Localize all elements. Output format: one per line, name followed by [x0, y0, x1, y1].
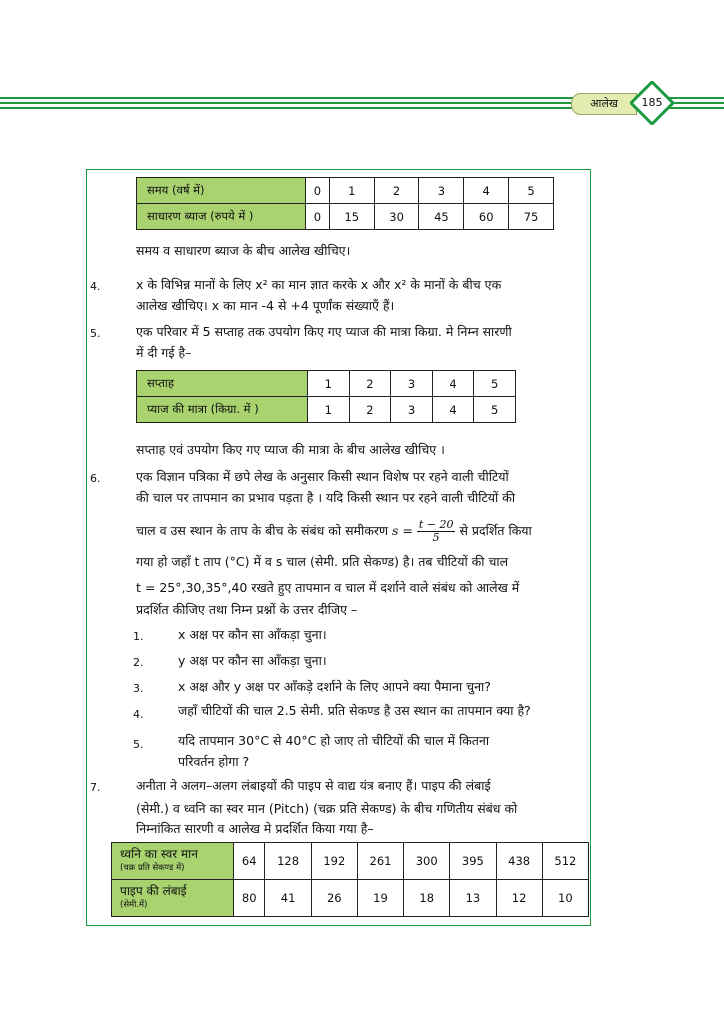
- table-cell: 4: [432, 371, 474, 397]
- row-label: [112, 880, 234, 917]
- table-cell: 26: [311, 880, 357, 917]
- q3-instruction: समय व साधारण ब्याज के बीच आलेख खीचिए।: [136, 243, 351, 258]
- question-number: 4.: [90, 280, 101, 293]
- table-cell: 2: [349, 397, 391, 423]
- sub-question-cont: परिवर्तन होगा ?: [178, 754, 250, 769]
- q4-line1: x के विभिन्न मानों के लिए x² का मान ज्ञात करके x और x² के मानों के बीच एक: [136, 277, 502, 292]
- q6-line1: एक विज्ञान पत्रिका में छपे लेख के अनुसार किसी स्थान विशेष पर रहने वाली चीटियों: [136, 469, 509, 484]
- row-label-main: पाइप की लंबाई: [120, 884, 187, 898]
- table-cell: 4: [432, 397, 474, 423]
- sub-question: x अक्ष पर कौन सा आँकड़ा चुना।: [178, 627, 327, 642]
- table-cell: 1: [329, 178, 374, 204]
- sub-question: यदि तापमान 30°C से 40°C हो जाए तो चीटियों की चाल में कितना: [178, 733, 490, 748]
- table-cell: 192: [311, 843, 357, 880]
- onion-table: [136, 370, 516, 423]
- row-label: साधारण ब्याज (रुपये में ): [137, 204, 306, 230]
- table-row: [137, 178, 554, 204]
- chapter-tab: आलेख: [571, 93, 637, 115]
- page-number: 185: [641, 96, 663, 109]
- row-label: सप्ताह: [137, 371, 308, 397]
- table-cell: 80: [234, 880, 265, 917]
- sub-question: x अक्ष और y अक्ष पर आँकड़े दर्शाने के लिए आपने क्या पैमाना चुना?: [178, 679, 491, 694]
- q5-line1: एक परिवार में 5 सप्ताह तक उपयोग किए गए प्याज की मात्रा किग्रा. मे निम्न सारणी: [136, 324, 512, 339]
- sub-question-number: 2.: [133, 656, 144, 669]
- q5-line2: में दी गई है–: [136, 345, 192, 360]
- q4-line2: आलेख खीचिए। x का मान -4 से +4 पूर्णांक संख्याएँ हैं।: [136, 298, 395, 313]
- table-cell: 4: [464, 178, 509, 204]
- table-cell: 18: [404, 880, 450, 917]
- row-label: [112, 843, 234, 880]
- table-row: [137, 204, 554, 230]
- table-cell: 0: [306, 204, 330, 230]
- equation-lhs: s =: [391, 523, 413, 538]
- row-label-unit: (सेमी.में): [120, 900, 148, 910]
- equation-denominator: 5: [432, 531, 440, 544]
- table-cell: 2: [374, 178, 419, 204]
- sub-question-number: 4.: [133, 708, 144, 721]
- question-number: 5.: [90, 327, 101, 340]
- table-cell: 3: [391, 397, 433, 423]
- table-cell: 300: [404, 843, 450, 880]
- table-cell: 5: [474, 371, 516, 397]
- q6-line3-text: चाल व उस स्थान के ताप के बीच के संबंध को समीकरण: [136, 523, 388, 538]
- pitch-table: [111, 842, 589, 917]
- table-row: [112, 880, 589, 917]
- table-row: [112, 843, 589, 880]
- table-cell: 128: [265, 843, 311, 880]
- q5-instruction: सप्ताह एवं उपयोग किए गए प्याज की मात्रा के बीच आलेख खीचिए ।: [136, 442, 445, 457]
- q7-line3: निम्नांकित सारणी व आलेख मे प्रदर्शित किया गया है–: [136, 821, 374, 836]
- row-label: समय (वर्ष में): [137, 178, 306, 204]
- q6-line5: t = 25°,30,35°,40 रखते हुए तापमान व चाल में दर्शाने वाले संबंध को आलेख में: [136, 580, 520, 595]
- table-cell: 30: [374, 204, 419, 230]
- table-cell: 64: [234, 843, 265, 880]
- sub-question-number: 1.: [133, 630, 144, 643]
- table-cell: 75: [509, 204, 554, 230]
- table-cell: 45: [419, 204, 464, 230]
- table-cell: 15: [329, 204, 374, 230]
- table-cell: 12: [496, 880, 542, 917]
- table-cell: 438: [496, 843, 542, 880]
- question-number: 6.: [90, 472, 101, 485]
- table-cell: 261: [357, 843, 403, 880]
- sub-question-number: 3.: [133, 682, 144, 695]
- q7-line2: (सेमी.) व ध्वनि का स्वर मान (Pitch) (चक्र प्रति सेकण्ड) के बीच गणितीय संबंध को: [136, 801, 518, 816]
- table-cell: 5: [474, 397, 516, 423]
- q6-line3: [136, 519, 532, 544]
- q6-line4: गया हो जहाँ t ताप (°C) में व s चाल (सेमी. प्रति सेकण्ड) है। तब चीटियों की चाल: [136, 554, 509, 569]
- table-cell: 1: [308, 371, 350, 397]
- sub-question-number: 5.: [133, 738, 144, 751]
- equation-numerator: t − 20: [418, 518, 454, 531]
- row-label: प्याज की मात्रा (किग्रा. में ): [137, 397, 308, 423]
- table-cell: 13: [450, 880, 496, 917]
- table-cell: 41: [265, 880, 311, 917]
- table-cell: 19: [357, 880, 403, 917]
- table-cell: 10: [542, 880, 588, 917]
- sub-question: जहाँ चीटियों की चाल 2.5 सेमी. प्रति सेकण्ड है उस स्थान का तापमान क्या है?: [178, 703, 531, 718]
- q7-line1: अनीता ने अलग–अलग लंबाइयों की पाइप से वाद्य यंत्र बनाए हैं। पाइप की लंबाई: [136, 778, 491, 793]
- table-row: [137, 397, 516, 423]
- q6-line3-tail: से प्रदर्शित किया: [459, 523, 532, 538]
- table-cell: 1: [308, 397, 350, 423]
- table-row: [137, 371, 516, 397]
- table-cell: 3: [391, 371, 433, 397]
- table-cell: 60: [464, 204, 509, 230]
- q6-line2: की चाल पर तापमान का प्रभाव पड़ता है । यदि किसी स्थान पर रहने वाली चीटियों की: [136, 490, 516, 505]
- q6-line6: प्रदर्शित कीजिए तथा निम्न प्रश्नों के उत्तर दीजिए –: [136, 602, 358, 617]
- table-cell: 2: [349, 371, 391, 397]
- equation-fraction: [417, 519, 456, 544]
- row-label-unit: (चक्र प्रति सेकण्ड में): [120, 863, 185, 873]
- question-number: 7.: [90, 781, 101, 794]
- table-cell: 512: [542, 843, 588, 880]
- sub-question: y अक्ष पर कौन सा आँकड़ा चुना।: [178, 653, 327, 668]
- row-label-main: ध्वनि का स्वर मान: [120, 847, 198, 861]
- interest-table: [136, 177, 554, 230]
- table-cell: 3: [419, 178, 464, 204]
- table-cell: 0: [306, 178, 330, 204]
- table-cell: 5: [509, 178, 554, 204]
- table-cell: 395: [450, 843, 496, 880]
